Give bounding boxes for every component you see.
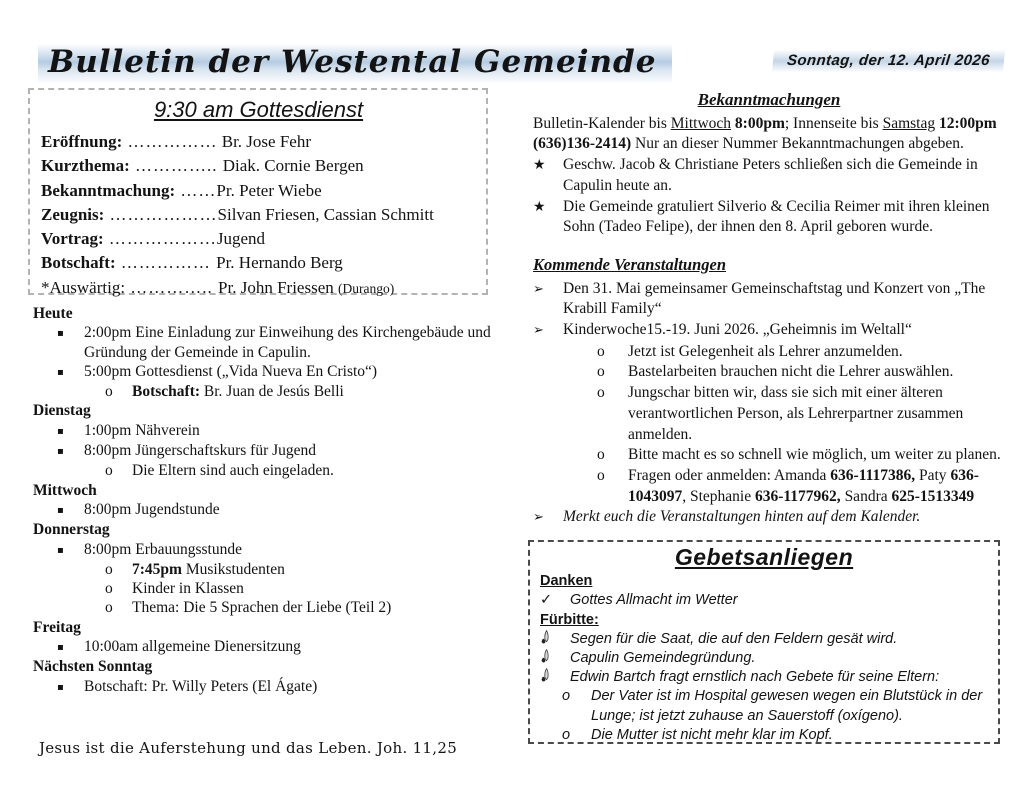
service-value: Jugend <box>216 229 266 249</box>
square-bullet-icon: ▪ <box>57 681 64 693</box>
circle-bullet-icon: o <box>597 342 605 360</box>
service-title: 9:30 am Gottesdienst <box>153 97 364 122</box>
dot-leader: ……………… <box>103 229 217 249</box>
arrow-bullet-icon: ➢ <box>533 323 544 339</box>
schedule-item <box>57 421 495 441</box>
circle-bullet-icon: o <box>562 688 571 705</box>
dot-leader: ………….. <box>129 156 223 176</box>
service-value: Pr. Peter Wiebe <box>216 180 322 200</box>
phone-number: 625-1513349 <box>891 487 975 505</box>
service-value: Pr. Hernando Berg <box>216 253 343 273</box>
service-row <box>41 179 476 203</box>
announcement-text: Die Gemeinde gratuliert Silverio & Cecilia Reimer mit ihren kleinen Sohn (Tadeo Felipe), der ihnen den 8. April geboren wurde. <box>563 197 990 236</box>
service-value: Diak. Cornie Bergen <box>222 156 364 176</box>
schedule-text: Botschaft: Br. Juan de Jesús Belli <box>132 383 344 401</box>
deadline-note: Bulletin-Kalender bis Mittwoch 8:00pm; Innenseite bis Samstag 12:00pm (636)136-2414) Nur an dieser Nummer Bekanntmachungen abgeben. <box>533 114 997 153</box>
circle-bullet-icon: o <box>105 599 113 617</box>
circle-bullet-icon: o <box>105 383 113 401</box>
upcoming-item <box>533 507 1005 529</box>
upcoming-subtext: Jungschar bitten wir, dass sie sich mit einer älteren verantwortlichen Person, als Lehrerpartner zusammen anmelden. <box>628 384 964 443</box>
intercession-heading: Fürbitte: <box>540 611 599 628</box>
upcoming-subitem <box>597 362 1005 383</box>
dot-leader: …………… <box>115 253 217 273</box>
schedule-text: 2:00pm Eine Einladung zur Einweihung des Kirchengebäude und Gründung der Gemeinde in Capulin. <box>84 324 491 361</box>
square-bullet-icon: ▪ <box>57 544 64 556</box>
prayer-item <box>540 591 988 610</box>
schedule-bold: 7:45pm <box>132 560 182 578</box>
upcoming-text: Merkt euch die Veranstaltungen hinten auf dem Kalender. <box>563 508 921 526</box>
square-bullet-icon: ▪ <box>57 446 64 458</box>
circle-bullet-icon: o <box>597 384 605 402</box>
phone-number: 636-1177962, <box>755 487 841 505</box>
day-heading: Nächsten Sonntag <box>33 658 153 676</box>
upcoming-subtext: Jetzt ist Gelegenheit als Lehrer anzumelden. <box>628 342 903 360</box>
announcement-item <box>533 197 1005 238</box>
square-bullet-icon: ▪ <box>57 642 64 654</box>
upcoming-heading: Kommende Veranstaltungen <box>533 254 726 274</box>
day-heading: Heute <box>33 305 73 322</box>
prayer-title: Gebetsanliegen <box>674 544 854 570</box>
schedule-item <box>57 362 495 382</box>
schedule-text: 8:00pm Jüngerschaftskurs für Jugend <box>84 442 317 460</box>
circle-bullet-icon: o <box>597 446 605 464</box>
prayer-text: Capulin Gemeindegründung. <box>570 650 756 667</box>
prayer-text: Gottes Allmacht im Wetter <box>570 592 738 609</box>
praying-hands-icon <box>540 649 570 668</box>
prayer-subitem <box>562 687 988 725</box>
upcoming-subitem <box>597 445 1005 466</box>
service-row <box>41 227 476 251</box>
schedule-item <box>57 441 495 461</box>
schedule-text: 8:00pm Jugendstunde <box>84 500 220 518</box>
schedule-item <box>57 677 495 697</box>
schedule-text: 1:00pm Nähverein <box>84 421 200 439</box>
schedule-item <box>57 323 495 362</box>
service-label: Zeugnis: <box>41 204 105 224</box>
day-heading: Freitag <box>33 618 81 636</box>
dot-leader: ……………… <box>104 204 218 224</box>
schedule-text: Kinder in Klassen <box>132 580 244 598</box>
square-bullet-icon: ▪ <box>57 504 64 516</box>
thanks-heading: Danken <box>540 573 593 590</box>
schedule-text: 10:00am allgemeine Dienersitzung <box>84 638 301 656</box>
service-order-box <box>28 88 488 295</box>
announcement-item <box>533 155 1005 196</box>
schedule-subitem <box>105 598 495 617</box>
circle-bullet-icon: o <box>105 462 113 480</box>
service-value: Pr. John Friessen <box>218 277 339 297</box>
service-label: Vortrag: <box>41 229 104 249</box>
square-bullet-icon: ▪ <box>57 425 64 437</box>
service-label: *Auswärtig: <box>41 277 126 297</box>
schedule-bold: Botschaft: <box>132 383 201 401</box>
prayer-subtext: Der Vater ist im Hospital gewesen wegen ein Blutstück in der Lunge; ist jetzt zuhause an Sauerstoff (oxígeno). <box>591 688 983 724</box>
dot-leader: …… <box>175 180 217 200</box>
check-icon: ✓ <box>540 592 553 609</box>
footer-verse: Jesus ist die Auferstehung und das Leben. Joh. 11,25 <box>38 739 458 757</box>
announcements-heading: Bekanntmachungen <box>697 90 841 109</box>
circle-bullet-icon: o <box>597 466 605 484</box>
dot-leader: ………….. <box>125 277 219 297</box>
schedule-text: Thema: Die 5 Sprachen der Liebe (Teil 2) <box>132 599 392 617</box>
schedule-subitem <box>105 382 495 401</box>
bulletin-title: Bulletin der Westental Gemeinde <box>38 42 672 86</box>
service-row <box>41 251 476 275</box>
schedule-text: 7:45pm Musikstudenten <box>132 560 285 578</box>
phone-number: 636-1117386, <box>830 466 916 484</box>
service-value: Silvan Friesen, Cassian Schmitt <box>217 204 434 224</box>
day-heading: Dienstag <box>33 402 91 420</box>
prayer-item <box>540 649 988 668</box>
upcoming-item <box>533 279 1005 320</box>
arrow-bullet-icon: ➢ <box>533 281 544 297</box>
schedule-subitem <box>105 461 495 480</box>
square-bullet-icon: ▪ <box>57 366 64 378</box>
upcoming-text: Den 31. Mai gemeinsamer Gemeinschaftstag und Konzert von „The Krabill Family“ <box>563 279 986 318</box>
week-schedule <box>33 304 495 697</box>
schedule-subitem <box>105 560 495 579</box>
praying-hands-icon <box>540 668 570 687</box>
phone-list: Fragen oder anmelden: Amanda 636-1117386, Paty 636-1043097, Stephanie 636-1177962, Sandra 625-1513349 <box>628 466 979 505</box>
upcoming-subitem <box>597 342 1005 363</box>
prayer-text: Edwin Bartch fragt ernstlich nach Gebete für seine Eltern: <box>570 669 940 686</box>
star-bullet-icon: ★ <box>533 198 546 215</box>
schedule-item <box>57 500 495 520</box>
announcement-text: Geschw. Jacob & Christiane Peters schließen sich die Gemeinde in Capulin heute an. <box>563 156 978 194</box>
praying-hands-icon <box>540 630 570 649</box>
schedule-text: Die Eltern sind auch eingeladen. <box>132 462 334 480</box>
day-heading: Mittwoch <box>33 481 97 499</box>
circle-bullet-icon: o <box>597 363 605 381</box>
bulletin-date: Sonntag, der 12. April 2026 <box>772 48 1006 74</box>
upcoming-subtext: Bitte macht es so schnell wie möglich, um weiter zu planen. <box>628 446 1001 464</box>
upcoming-subtext: Bastelarbeiten brauchen nicht die Lehrer auswählen. <box>628 363 954 381</box>
service-label: Bekanntmachung: <box>41 180 176 200</box>
service-label: Eröffnung: <box>41 132 123 151</box>
announcements-column <box>533 90 1005 529</box>
circle-bullet-icon: o <box>105 580 113 598</box>
upcoming-subitem <box>597 383 1005 445</box>
upcoming-text: Kinderwoche15.-19. Juni 2026. „Geheimnis im Weltall“ <box>563 321 912 339</box>
service-value: Br. Jose Fehr <box>217 132 311 151</box>
service-row <box>41 130 476 154</box>
schedule-item <box>57 637 495 657</box>
schedule-text: Botschaft: Pr. Willy Peters (El Ágate) <box>84 677 318 695</box>
prayer-text: Segen für die Saat, die auf den Feldern gesät wird. <box>570 630 898 647</box>
schedule-subitem <box>105 579 495 598</box>
spacer <box>533 238 1005 255</box>
prayer-item <box>540 668 988 687</box>
upcoming-item <box>533 320 1005 342</box>
prayer-subtext: Die Mutter ist nicht mehr klar im Kopf. <box>591 726 833 743</box>
dot-leader: …………… <box>122 132 218 151</box>
day-heading: Donnerstag <box>33 521 110 539</box>
prayer-subitem <box>562 726 988 745</box>
prayer-item <box>540 630 988 649</box>
circle-bullet-icon: o <box>105 560 113 578</box>
prayer-requests-box <box>528 540 1000 744</box>
service-label: Kurzthema: <box>41 156 130 176</box>
phone-number: 636-1043097 <box>628 466 979 505</box>
square-bullet-icon: ▪ <box>57 328 64 340</box>
service-row <box>41 276 476 301</box>
service-value-note: (Durango) <box>338 280 395 296</box>
schedule-text: 5:00pm Gottesdienst („Vida Nueva En Cristo“) <box>84 362 378 380</box>
schedule-item <box>57 540 495 560</box>
service-row <box>41 154 476 178</box>
service-row <box>41 203 476 227</box>
upcoming-subitem-phones <box>597 466 1005 507</box>
circle-bullet-icon: o <box>562 726 571 743</box>
star-bullet-icon: ★ <box>533 157 546 174</box>
arrow-bullet-icon: ➢ <box>533 510 544 526</box>
schedule-text: 8:00pm Erbauungsstunde <box>84 540 242 558</box>
service-label: Botschaft: <box>41 253 116 273</box>
